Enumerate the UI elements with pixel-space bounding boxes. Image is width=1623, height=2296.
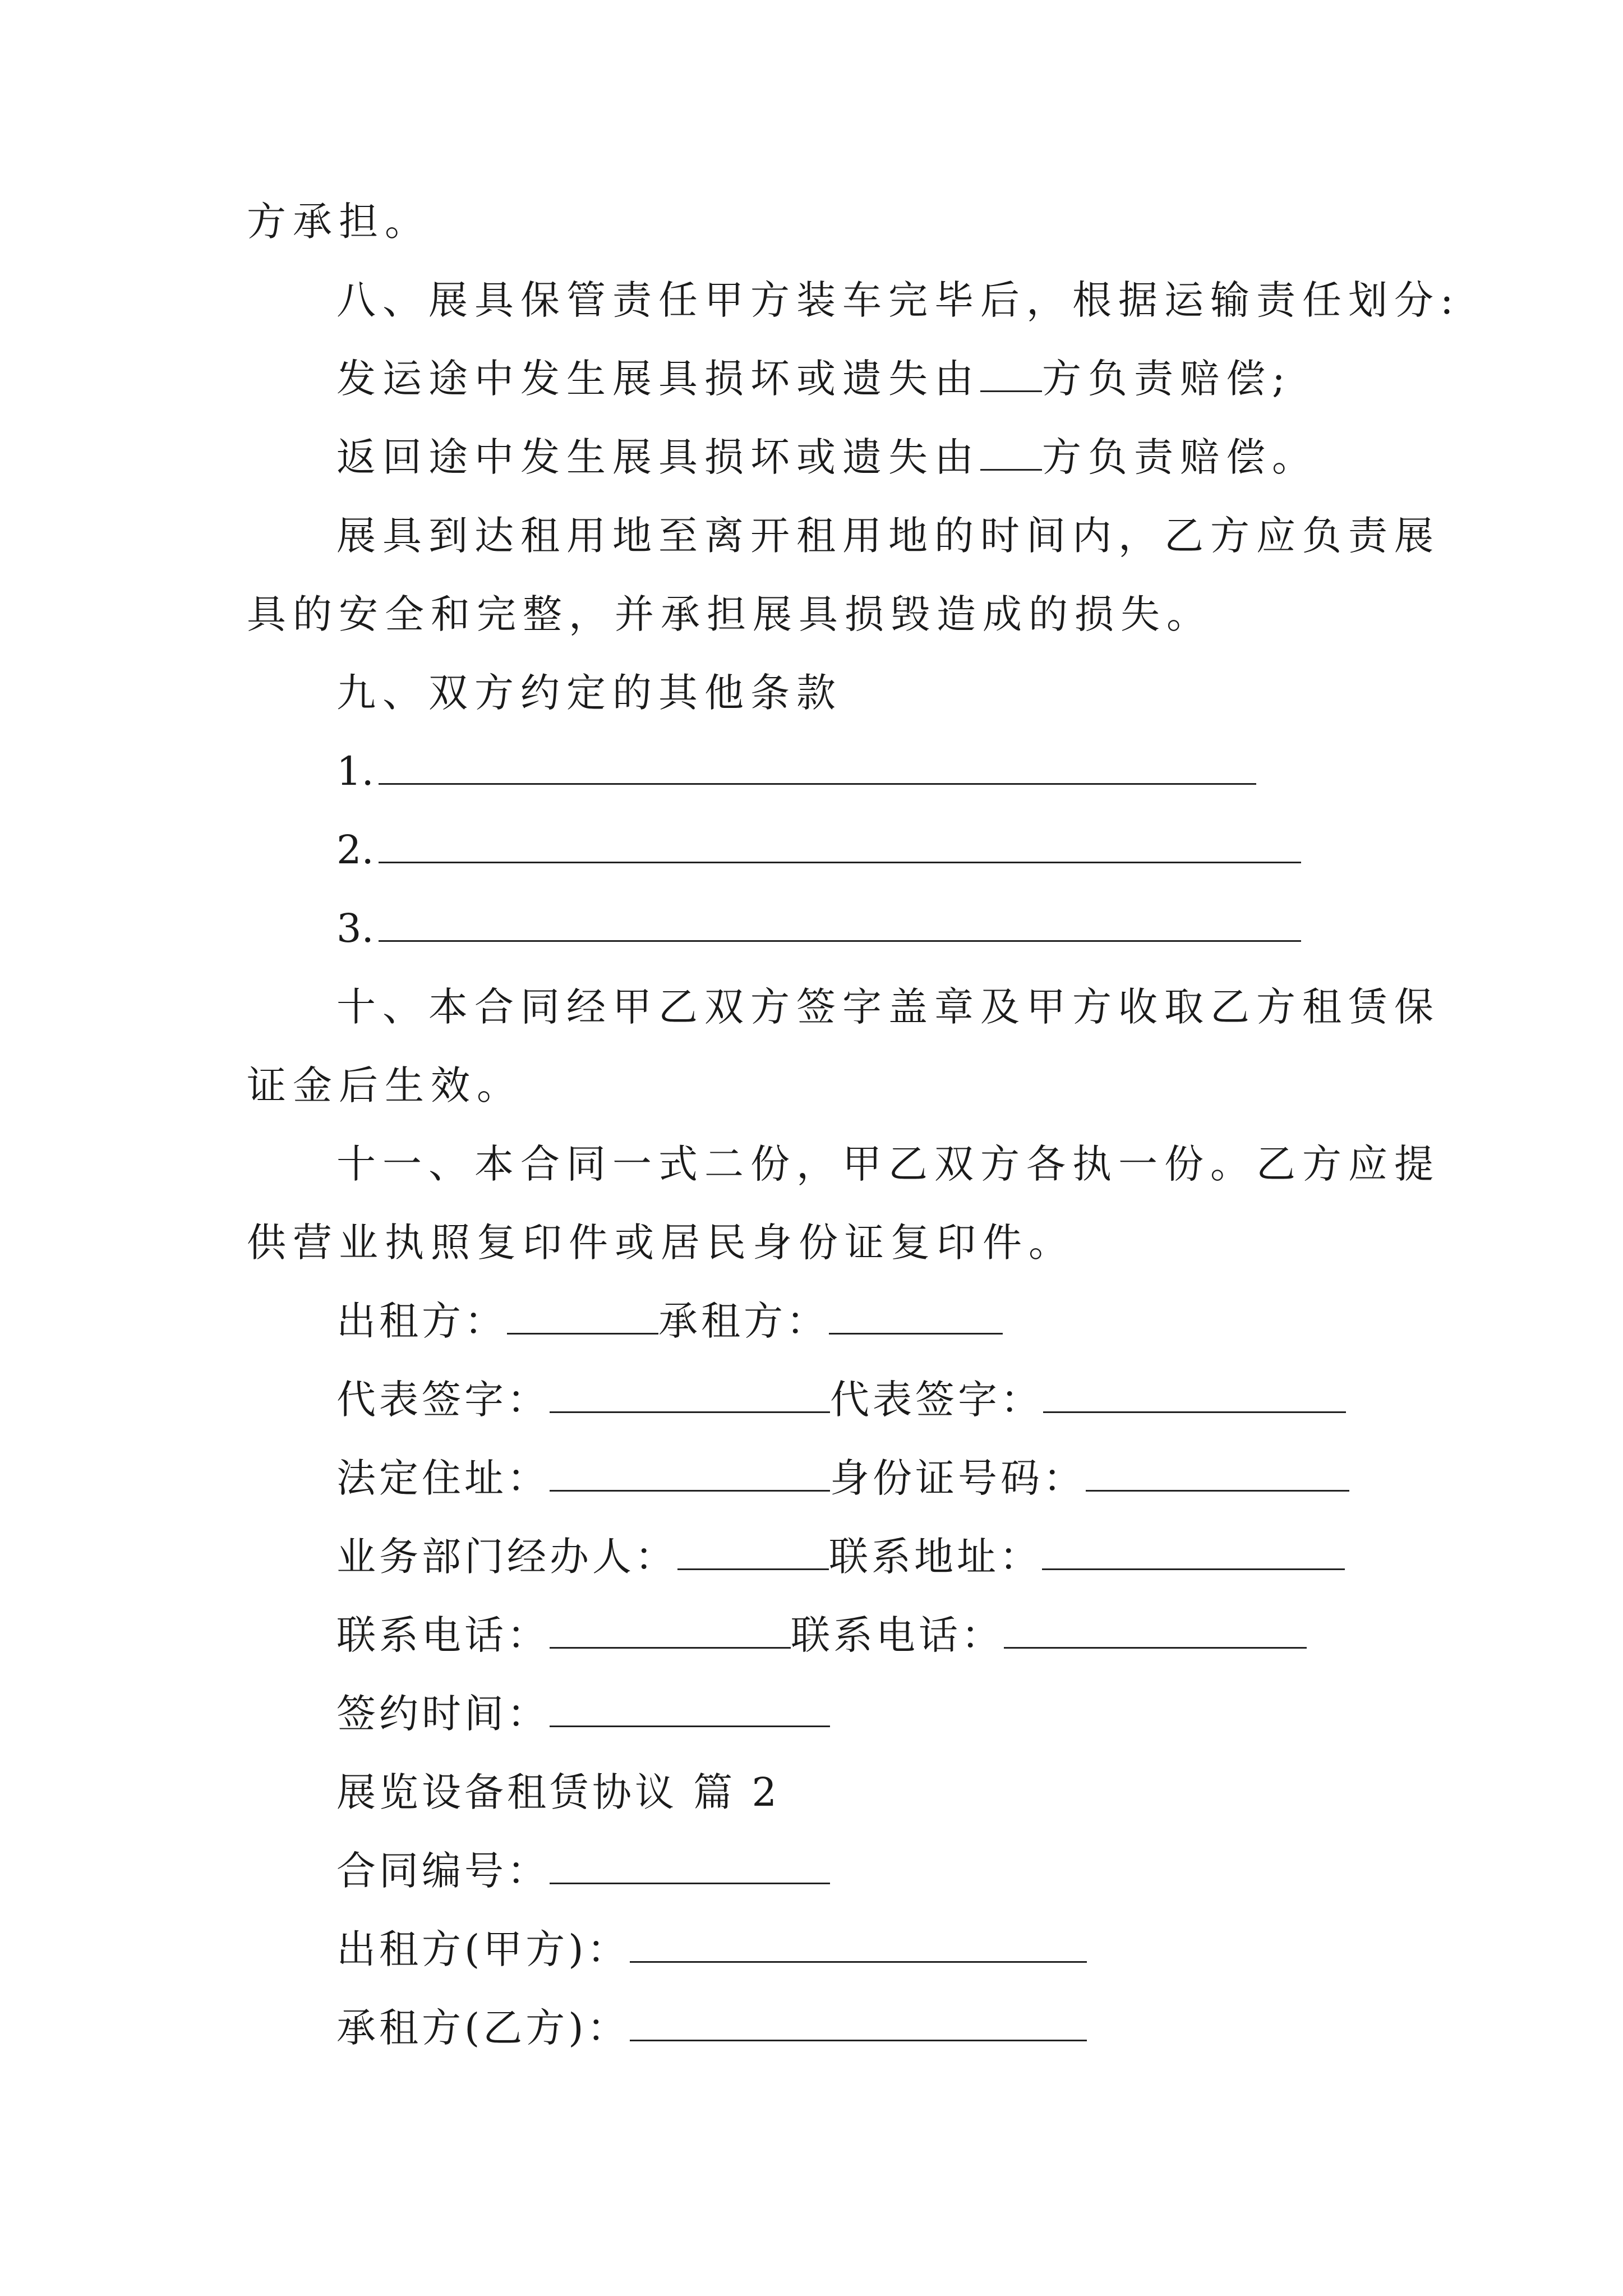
text: 发运途中发生展具损坏或遗失由 [336, 356, 980, 402]
party-blank-field[interactable] [980, 356, 1042, 392]
term-blank-field[interactable] [379, 748, 1256, 785]
lessor-label: 出租方： [336, 1298, 507, 1344]
clause-8-return [336, 432, 1318, 482]
party-a-field[interactable] [630, 1926, 1087, 1963]
text: 十一、本合同一式二份，甲乙双方各执一份。乙方应提 [336, 1141, 1440, 1187]
handler-field[interactable] [677, 1534, 829, 1570]
contract-number-label: 合同编号： [336, 1848, 550, 1894]
other-term-3 [336, 903, 1301, 954]
party-b-row [336, 2003, 1087, 2053]
section-2-title [336, 1767, 780, 1818]
sign-time-label: 签约时间： [336, 1691, 550, 1737]
text: 八、展具保管责任甲方装车完毕后，根据运输责任划分: [336, 277, 1460, 323]
signature-row-representatives [336, 1374, 1346, 1425]
lessee-label: 承租方： [658, 1298, 829, 1344]
lessor-field[interactable] [507, 1298, 658, 1335]
signature-row-phones [336, 1610, 1307, 1660]
clause-8-heading [336, 275, 1460, 325]
paragraph-line [336, 982, 1440, 1032]
text: 展具到达租用地至离开租用地的时间内，乙方应负责展 [336, 513, 1440, 559]
phone-label: 联系电话： [336, 1612, 550, 1658]
paragraph-line [336, 510, 1440, 561]
text: 方承担。 [247, 199, 431, 245]
item-number: 3. [336, 905, 374, 951]
term-blank-field[interactable] [379, 905, 1301, 942]
text: 方负责赔偿。 [1042, 434, 1318, 480]
paragraph-line [247, 589, 1212, 639]
paragraph-line [247, 196, 431, 247]
contract-number-row [336, 1846, 830, 1896]
party-a-label: 出租方(甲方)： [336, 1926, 630, 1972]
text: 十、本合同经甲乙双方签字盖章及甲方收取乙方租赁保 [336, 984, 1440, 1030]
party-blank-field[interactable] [980, 434, 1042, 471]
sign-time-field[interactable] [550, 1691, 830, 1727]
contact-address-label: 联系地址： [829, 1534, 1042, 1580]
text: 方负责赔偿; [1042, 356, 1292, 402]
text: 展览设备租赁协议 篇 2 [336, 1769, 781, 1815]
id-number-label: 身份证号码： [830, 1455, 1086, 1501]
lessee-field[interactable] [829, 1298, 1003, 1335]
legal-address-field[interactable] [550, 1455, 830, 1492]
rep-sign-label: 代表签字： [336, 1377, 550, 1423]
term-blank-field[interactable] [379, 827, 1301, 863]
text: 返回途中发生展具损坏或遗失由 [336, 434, 980, 480]
signature-row-handler [336, 1531, 1345, 1582]
party-a-row [336, 1924, 1087, 1975]
rep-sign-field[interactable] [1043, 1377, 1346, 1413]
signature-row-address-id [336, 1453, 1349, 1503]
text: 证金后生效。 [247, 1062, 523, 1108]
text: 具的安全和完整，并承担展具损毁造成的损失。 [247, 591, 1212, 637]
text: 供营业执照复印件或居民身份证复印件。 [247, 1220, 1075, 1266]
signature-row-parties [336, 1296, 1003, 1346]
clause-8-outbound [336, 353, 1292, 404]
clause-9-heading [336, 668, 842, 718]
party-b-field[interactable] [630, 2005, 1087, 2041]
legal-address-label: 法定住址： [336, 1455, 550, 1501]
signature-row-time [336, 1688, 830, 1739]
paragraph-line [247, 1060, 523, 1111]
text: 九、双方约定的其他条款 [336, 670, 842, 716]
phone-label: 联系电话： [791, 1612, 1004, 1658]
other-term-2 [336, 825, 1301, 875]
rep-sign-label: 代表签字： [830, 1377, 1043, 1423]
phone-field[interactable] [1004, 1612, 1307, 1649]
paragraph-line [336, 1139, 1440, 1189]
party-b-label: 承租方(乙方)： [336, 2005, 630, 2051]
handler-label: 业务部门经办人： [336, 1534, 677, 1580]
paragraph-line [247, 1217, 1075, 1268]
other-term-1 [336, 746, 1256, 797]
item-number: 1. [336, 748, 374, 794]
contract-number-field[interactable] [550, 1848, 830, 1884]
rep-sign-field[interactable] [550, 1377, 830, 1413]
phone-field[interactable] [550, 1612, 791, 1649]
id-number-field[interactable] [1086, 1455, 1349, 1492]
item-number: 2. [336, 827, 374, 873]
contact-address-field[interactable] [1042, 1534, 1345, 1570]
